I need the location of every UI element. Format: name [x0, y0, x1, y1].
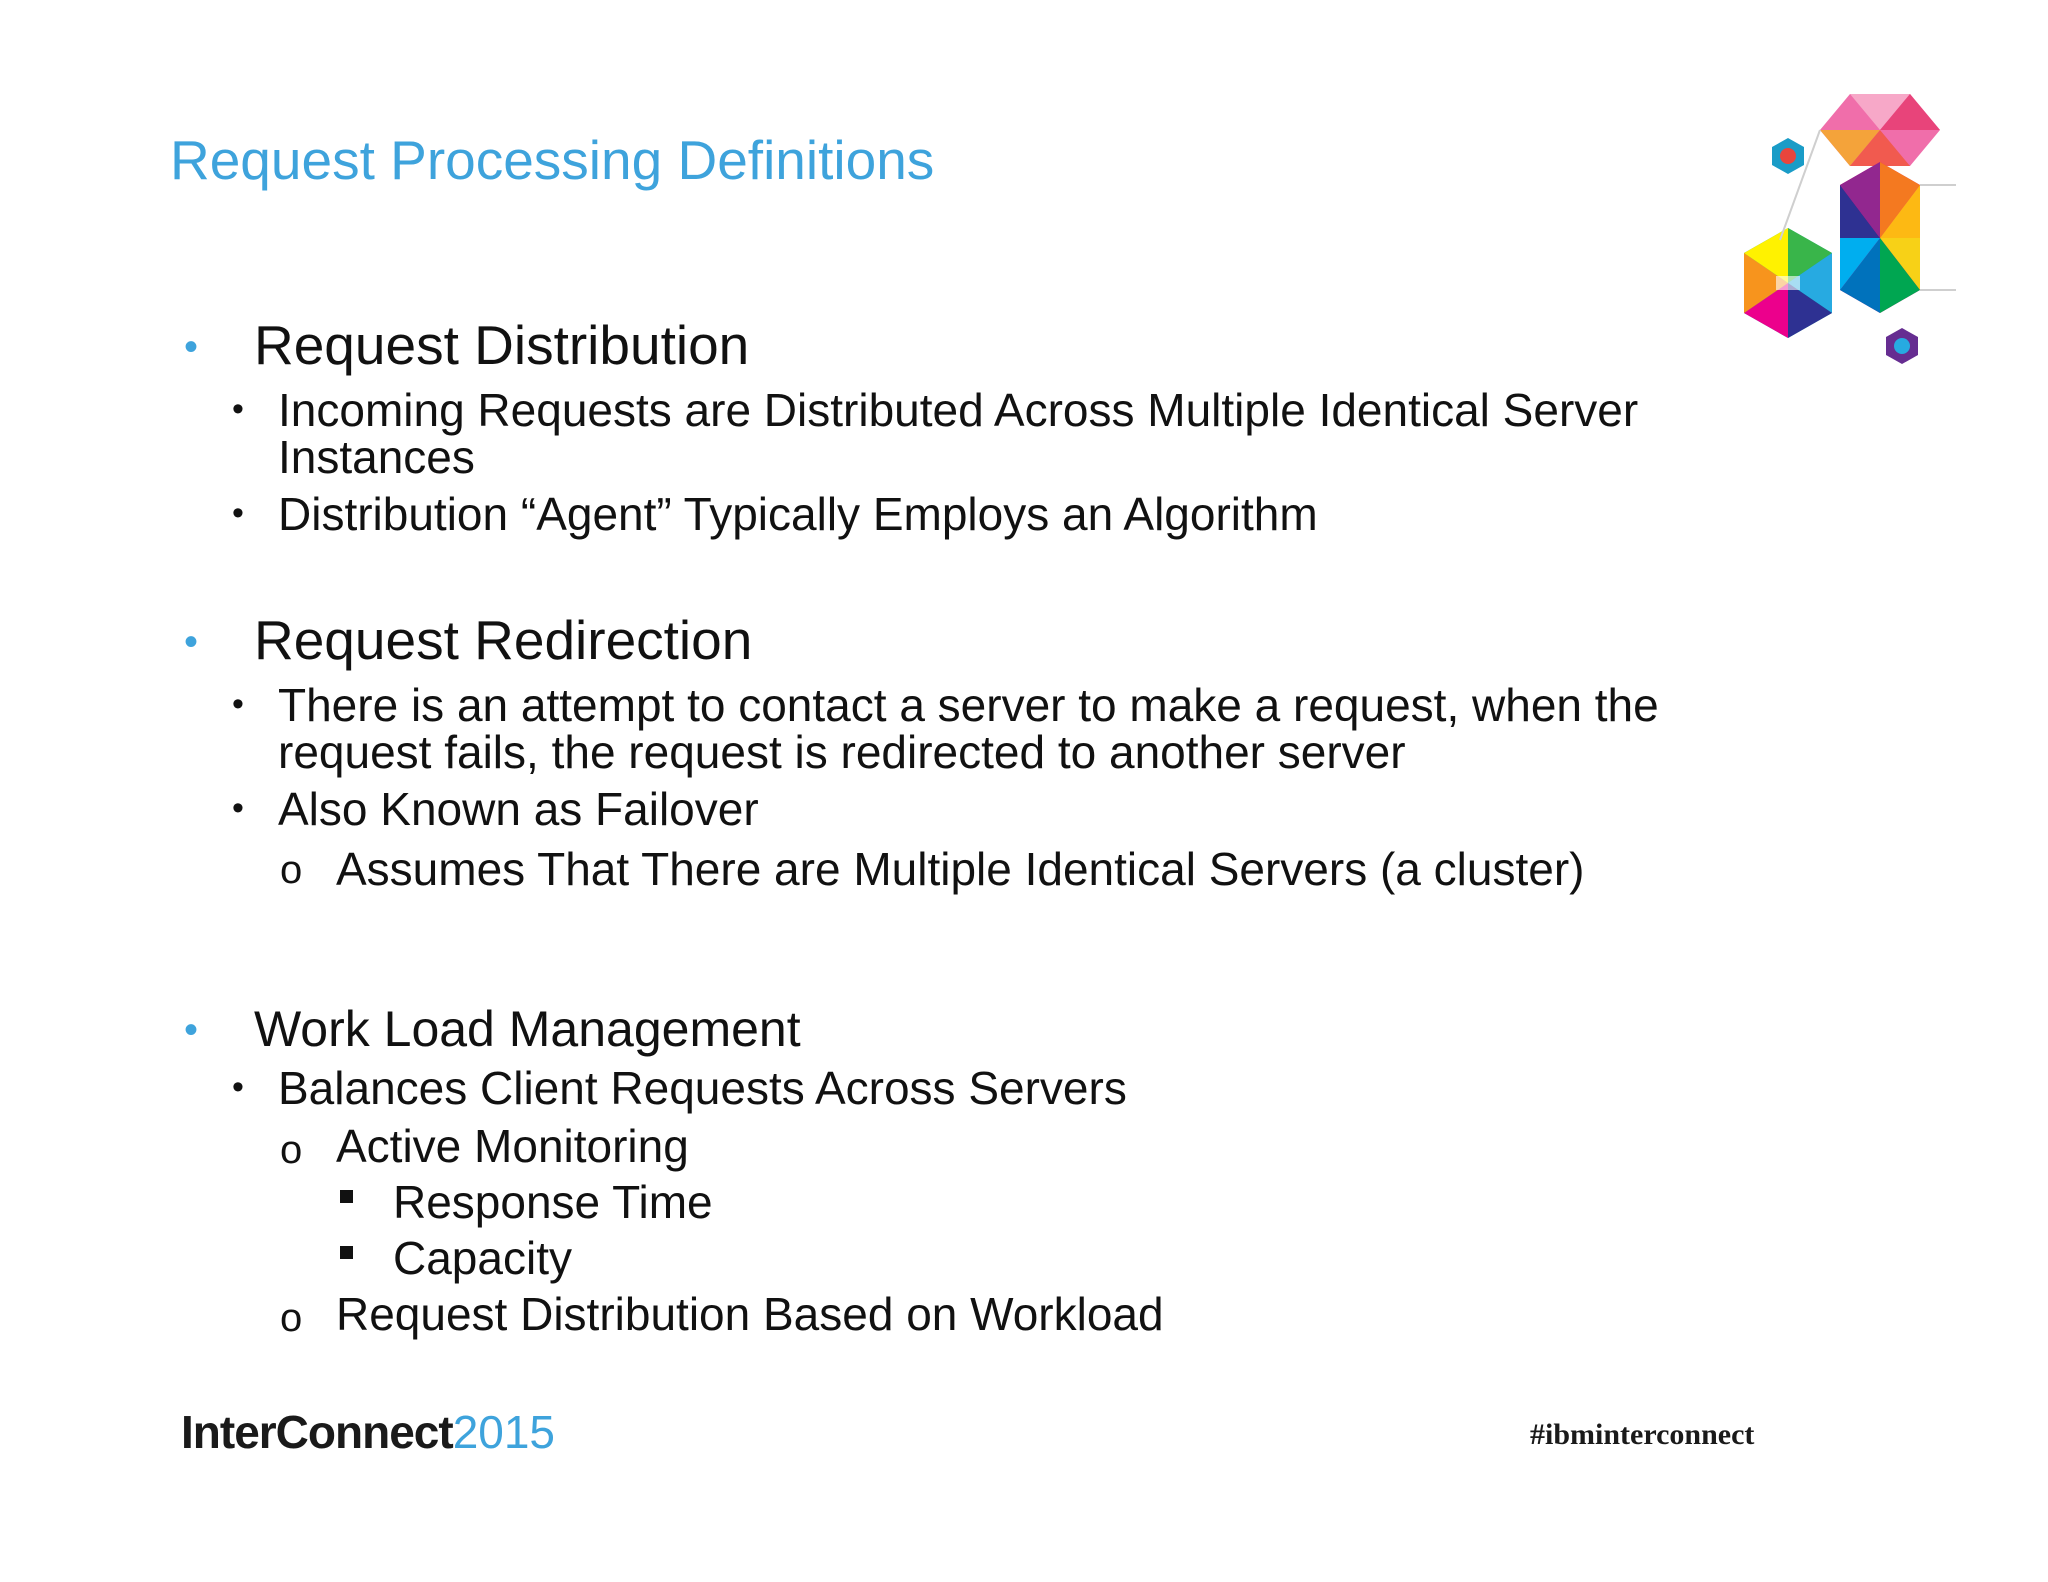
item-bullet: •: [232, 789, 244, 827]
sub-item-bullet: o: [280, 1296, 303, 1340]
list-item-continued: Instances: [278, 431, 475, 483]
section-bullet: •: [184, 1008, 199, 1052]
hexagon-cluster-icon: [1720, 90, 1960, 380]
sub-item-bullet: o: [280, 1128, 303, 1172]
square-bullet-icon: [340, 1246, 353, 1259]
item-bullet: •: [232, 1068, 244, 1106]
sub-list-item: Assumes That There are Multiple Identical Servers (a cluster): [336, 843, 1585, 895]
square-bullet-icon: [340, 1190, 353, 1203]
sub-sub-list-item: Response Time: [393, 1176, 713, 1228]
item-bullet: •: [232, 494, 244, 532]
section-heading-work-load-management: Work Load Management: [254, 1001, 801, 1057]
item-bullet: •: [232, 685, 244, 723]
logo-year: 2015: [452, 1406, 556, 1458]
section-bullet: •: [184, 620, 199, 664]
list-item: Balances Client Requests Across Servers: [278, 1062, 1127, 1114]
interconnect-logo: [181, 1405, 555, 1459]
section-heading-request-distribution: Request Distribution: [254, 314, 750, 376]
section-heading-request-redirection: Request Redirection: [254, 609, 753, 671]
list-item: There is an attempt to contact a server to make a request, when the: [278, 679, 1659, 731]
sub-sub-list-item: Capacity: [393, 1232, 572, 1284]
list-item: Incoming Requests are Distributed Across Multiple Identical Server: [278, 384, 1639, 436]
sub-list-item: Active Monitoring: [336, 1120, 689, 1172]
list-item: Also Known as Failover: [278, 783, 759, 835]
item-bullet: •: [232, 390, 244, 428]
footer-hashtag: #ibminterconnect: [1530, 1418, 1755, 1451]
logo-text: InterConnect: [181, 1406, 453, 1458]
list-item: Distribution “Agent” Typically Employs an Algorithm: [278, 488, 1318, 540]
list-item-continued: request fails, the request is redirected to another server: [278, 726, 1406, 778]
sub-item-bullet: o: [280, 848, 303, 892]
slide-title: Request Processing Definitions: [170, 129, 935, 191]
sub-list-item: Request Distribution Based on Workload: [336, 1288, 1164, 1340]
section-bullet: •: [184, 325, 199, 369]
